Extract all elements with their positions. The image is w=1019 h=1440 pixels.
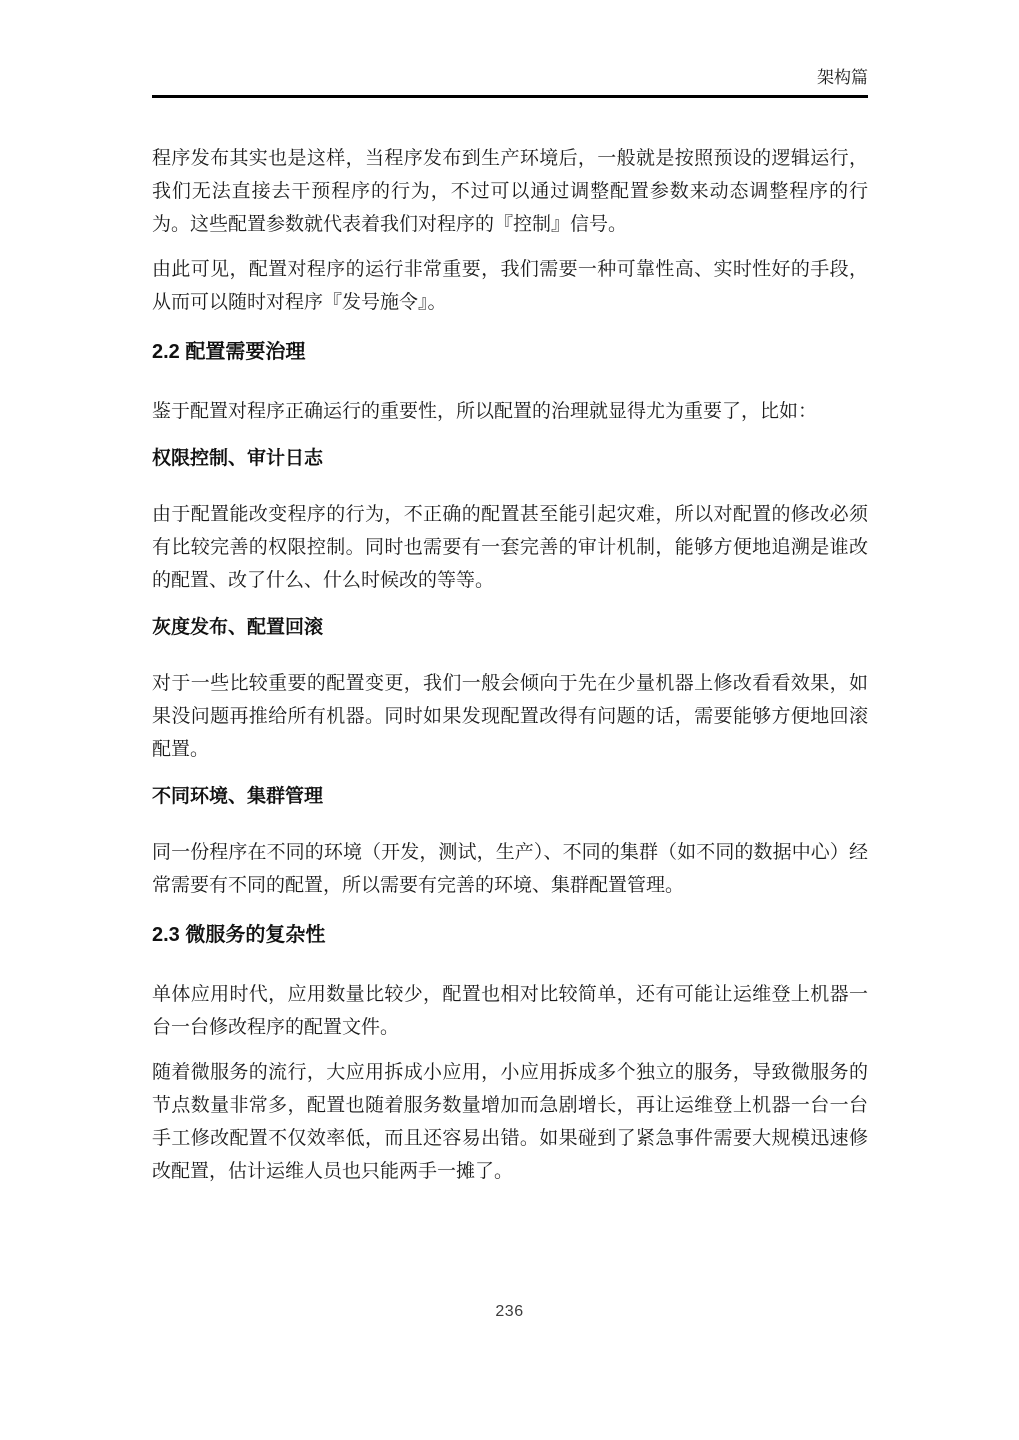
paragraph-governance-intro: 鉴于配置对程序正确运行的重要性，所以配置的治理就显得尤为重要了，比如： bbox=[152, 401, 818, 422]
section-heading-2-2: 2.2 配置需要治理 bbox=[152, 341, 306, 363]
paragraph-program-release: 程序发布其实也是这样，当程序发布到生产环境后，一般就是按照预设的逻辑运行，我们无法直接去干预程序的行为，不过可以通过调整配置参数来动态调整程序的行为。这些配置参数就代表着我们对程序的『控制』信号。 bbox=[152, 148, 868, 235]
page-number: 236 bbox=[495, 1303, 524, 1320]
page-footer bbox=[0, 1303, 1019, 1321]
sub-heading-env-cluster-management: 不同环境、集群管理 bbox=[152, 786, 324, 807]
running-head-chapter-label: 架构篇 bbox=[817, 68, 868, 87]
paragraph-env-cluster-management: 同一份程序在不同的环境（开发，测试，生产）、不同的集群（如不同的数据中心）经常需要有不同的配置，所以需要有完善的环境、集群配置管理。 bbox=[152, 842, 868, 896]
paragraph-microservice-growth: 随着微服务的流行，大应用拆成小应用，小应用拆成多个独立的服务，导致微服务的节点数量非常多，配置也随着服务数量增加而急剧增长，再让运维登上机器一台一台手工修改配置不仅效率低，而且还容易出错。如果碰到了紧急事件需要大规模迅速修改配置，估计运维人员也只能两手一摊了。 bbox=[152, 1062, 868, 1182]
paragraph-permission-audit: 由于配置能改变程序的行为，不正确的配置甚至能引起灾难，所以对配置的修改必须有比较完善的权限控制。同时也需要有一套完善的审计机制，能够方便地追溯是谁改的配置、改了什么、什么时候改的等等。 bbox=[152, 504, 868, 591]
sub-heading-gray-release-rollback: 灰度发布、配置回滚 bbox=[152, 617, 324, 638]
paragraph-monolith-era: 单体应用时代，应用数量比较少，配置也相对比较简单，还有可能让运维登上机器一台一台修改程序的配置文件。 bbox=[152, 984, 868, 1038]
paragraph-config-importance: 由此可见，配置对程序的运行非常重要，我们需要一种可靠性高、实时性好的手段，从而可以随时对程序『发号施令』。 bbox=[152, 259, 868, 313]
section-heading-2-3: 2.3 微服务的复杂性 bbox=[152, 924, 326, 946]
page-content bbox=[152, 0, 868, 1200]
paragraph-gray-release-rollback: 对于一些比较重要的配置变更，我们一般会倾向于先在少量机器上修改看看效果，如果没问题再推给所有机器。同时如果发现配置改得有问题的话，需要能够方便地回滚配置。 bbox=[152, 673, 868, 760]
header-rule bbox=[152, 95, 868, 98]
running-head bbox=[152, 0, 868, 90]
sub-heading-permission-audit: 权限控制、审计日志 bbox=[152, 448, 324, 469]
